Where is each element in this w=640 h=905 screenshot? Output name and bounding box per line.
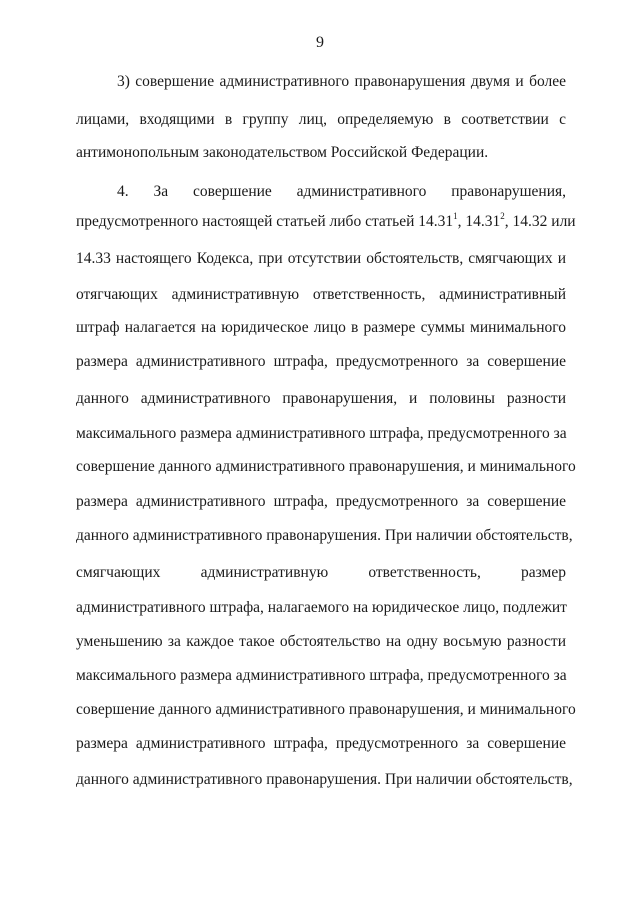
text-line: максимального размера административного штрафа, предусмотренного за xyxy=(76,667,567,684)
text-fragment: , 14.32 или xyxy=(504,213,576,230)
text-line: отягчающих административную ответственность, административный xyxy=(76,286,566,303)
text-line: совершение данного административного правонарушения, и минимального xyxy=(76,701,576,718)
superscript: 1 xyxy=(453,210,458,221)
text-line: смягчающих административную ответственность, размер xyxy=(76,564,566,581)
text-line: размера административного штрафа, предусмотренного за совершение xyxy=(76,353,566,370)
text-line: штраф налагается на юридическое лицо в размере суммы минимального xyxy=(76,319,566,336)
text-line: 3) совершение административного правонарушения двумя и более xyxy=(117,73,566,90)
text-line: данного административного правонарушения, и половины разности xyxy=(76,390,566,407)
text-line: максимального размера административного штрафа, предусмотренного за xyxy=(76,425,567,442)
text-fragment: , 14.31 xyxy=(457,213,501,230)
text-line: данного административного правонарушения. При наличии обстоятельств, xyxy=(76,771,573,788)
page-number: 9 xyxy=(316,34,324,51)
text-line: данного административного правонарушения. При наличии обстоятельств, xyxy=(76,527,573,544)
text-line: 14.33 настоящего Кодекса, при отсутствии обстоятельств, смягчающих и xyxy=(76,250,566,267)
text-line: размера административного штрафа, предусмотренного за совершение xyxy=(76,493,566,510)
superscript: 2 xyxy=(500,210,505,221)
text-line: лицами, входящими в группу лиц, определяемую в соответствии с xyxy=(76,111,566,128)
text-line: размера административного штрафа, предусмотренного за совершение xyxy=(76,735,566,752)
text-line: 4. За совершение административного правонарушения, xyxy=(117,183,566,200)
text-fragment: предусмотренного настоящей статьей либо статьей 14.31 xyxy=(76,213,454,230)
text-line: антимонопольным законодательством Российской Федерации. xyxy=(76,144,489,161)
text-line: уменьшению за каждое такое обстоятельство на одну восьмую разности xyxy=(76,633,566,650)
text-line: совершение данного административного правонарушения, и минимального xyxy=(76,458,576,475)
text-line xyxy=(76,210,576,232)
text-line: административного штрафа, налагаемого на юридическое лицо, подлежит xyxy=(76,599,567,616)
